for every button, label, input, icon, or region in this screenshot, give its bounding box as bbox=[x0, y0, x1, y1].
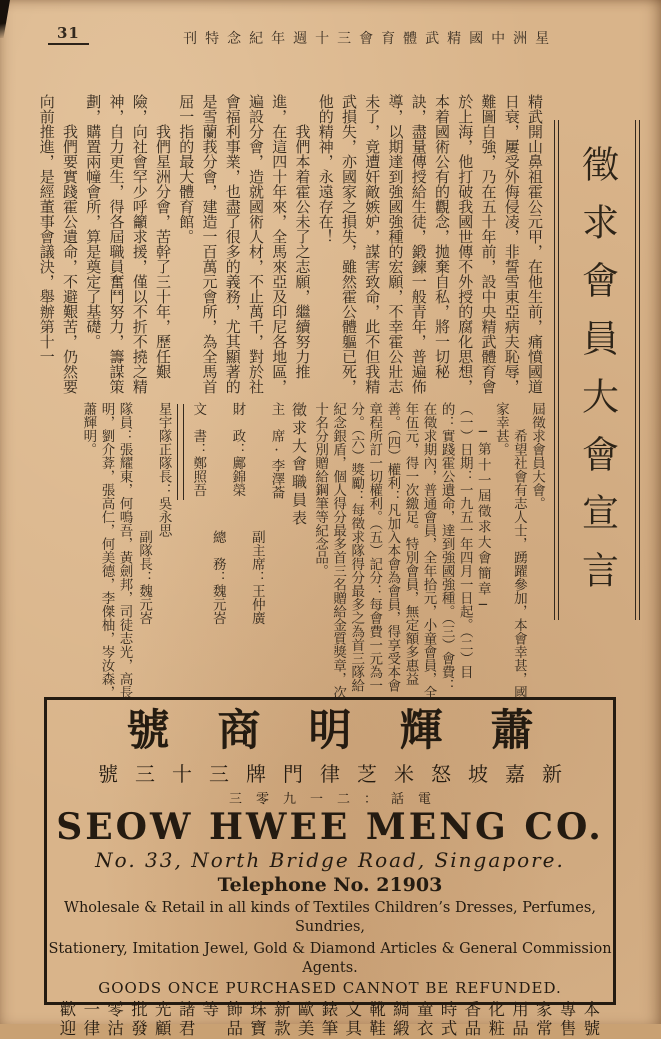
headline-rule-box bbox=[554, 120, 640, 620]
article-band-upper bbox=[30, 94, 546, 408]
ad-product-item: 本號 bbox=[583, 1000, 601, 1039]
ad-product-item: 等 bbox=[202, 1000, 220, 1020]
ad-description-line-2: Stationery, Imitation Jewel, Gold & Diamond Articles & General Commission Agents. bbox=[48, 940, 612, 976]
ad-product-item: 綢緞 bbox=[393, 1000, 410, 1039]
ad-product-item: 歡迎 bbox=[59, 1000, 77, 1039]
advertisement-seow-hwee-meng bbox=[44, 697, 616, 1039]
officer-chairman: 主 席·李澤菕 bbox=[268, 402, 285, 499]
ad-product-item: 錶筆 bbox=[321, 1000, 339, 1039]
ad-chinese-address: 號三十三牌門律芝米怒坡嘉新 bbox=[98, 762, 579, 787]
chapter-title: ─第十一屆徵求大會簡章─ bbox=[474, 423, 491, 615]
article-body bbox=[30, 78, 546, 699]
page-header bbox=[0, 22, 661, 62]
ad-english-company-name: SEOW HWEE MENG CO. bbox=[56, 806, 604, 849]
ad-product-item: 用品 bbox=[512, 1000, 529, 1039]
ad-product-item: 靴鞋 bbox=[369, 1000, 386, 1039]
ad-product-item: 文具 bbox=[345, 1000, 362, 1039]
ad-chinese-company-name: 號商明輝蕭 bbox=[126, 706, 582, 756]
ad-product-item: 珠寶 bbox=[250, 1000, 267, 1039]
masthead-title: 刊特念紀年週十三會育體武精國中洲星 bbox=[183, 31, 558, 47]
staff-section-divider bbox=[177, 404, 184, 500]
ad-product-item: 時式 bbox=[440, 1000, 458, 1039]
paragraph-continuation: 屆徵求會員大會。 bbox=[529, 402, 545, 510]
ad-english-address: No. 33, North Bridge Road, Singapore. bbox=[95, 848, 565, 873]
paragraph: 精武開山鼻祖霍公元甲，在他生前，痛憤國道日衰，屢受外侮侵凌，非誓雪東亞病夫恥辱，難圖自強，乃在五十年前，設中央精武體育會於上海，他打破我國世傳不外授的腐化思想，本着國術公有的觀念，拋棄自私，將一切秘訣，盡量傳授給生徒，鍛鍊一般青年，普遍佈導，以期達到強國強種的宏願，不幸霍公壯志未了，竟遭奸敵嫉妒，謀害致命，此不但我精武損失，亦國家之損失，雖然霍公體軀已死，他的精神，永遠存在！ bbox=[316, 94, 544, 394]
headline-inner-rule bbox=[558, 120, 636, 620]
article-declaration bbox=[30, 78, 640, 699]
team-members: 隊員：張耀東，何鳴吾，黃劍邦，司徒志光，高長明，劉介葊，張高仁，何美德，李傑柚，岑汝森，蕭輝明。 bbox=[80, 402, 133, 699]
staff-table-title: 徵求大會職員表 bbox=[289, 402, 308, 528]
ad-product-item: 批發 bbox=[131, 1000, 148, 1039]
ad-product-item: 新款 bbox=[274, 1000, 291, 1039]
ad-product-item: 飾品 bbox=[226, 1000, 243, 1039]
officer-secretary: 文 書：鄭照吾 bbox=[190, 402, 207, 497]
paragraph-appeal: 希望社會有志人士，踴躍參加，本會幸甚，國家幸甚。 bbox=[492, 402, 527, 699]
ad-product-item: 零沽 bbox=[107, 1000, 124, 1039]
ad-product-strip bbox=[47, 997, 613, 1039]
article-band-lower bbox=[30, 402, 546, 704]
team-captain: 星宇隊正隊長：吳永思 bbox=[155, 402, 172, 537]
ad-product-item: 化粧 bbox=[488, 1000, 505, 1039]
paragraph-rules: （一）日期：一九五一年四月一日起。（二）目的：實踐霍公遺命，達到強國強種。（三）會費：在徵求期內，普通會員，全年拾元，小童會員，全年伍元，得一次繳足。特別會員，無定額多惠益善。（四）權利：凡加入本會為會員，得享受本會章程所訂一切權利。（五）記分：每會費一元為一分。（六）獎勵：每徵求隊得分最多之為首三隊給紀念銀盾，個人得分最多首三名贈給金質獎章，次十名分別贈給鋼筆等紀念品。 bbox=[312, 402, 473, 699]
ad-product-item: 香品 bbox=[464, 1000, 482, 1039]
ad-description-line-1: Wholesale & Retail in all kinds of Textiles Children’s Dresses, Perfumes, Sundries, bbox=[64, 900, 596, 935]
ad-chinese-phone: 三零九一二：話電 bbox=[228, 792, 445, 808]
ad-product-item: 專售 bbox=[559, 1000, 577, 1039]
officer-vice-chairman: 副主席：王仲廣 bbox=[248, 530, 265, 625]
ad-product-item: 一律 bbox=[83, 1000, 101, 1039]
ad-refund-notice: GOODS ONCE PURCHASED CANNOT BE REFUNDED. bbox=[98, 979, 562, 998]
ad-product-item: 光顧 bbox=[155, 1000, 172, 1039]
team-vice-captain: 副隊長：魏元峇 bbox=[136, 530, 153, 625]
ad-english-phone: Telephone No. 21903 bbox=[217, 874, 443, 897]
officer-treasurer: 財 政：鄺錦榮 bbox=[229, 402, 246, 497]
paragraph: 我們星洲分會，苦幹了三十年，歷任艱險，向社會罕少呼籲求援，僅以不折不撓之精神，自力更生，得各屆職員奮鬥努力，籌謀策劃，購置兩幢會所，算是奠定了基礎。 bbox=[84, 94, 172, 394]
paragraph: 我們本着霍公未了之志願，繼續努力推進，在這四十年來，全馬來亞及印尼各地區，遍設分會，造就國術人材，不止萬千，對於社會福利事業，也盡了很多的義務，尤其顯著的是雪蘭莪分會，建造一百萬元會所，為全馬首屈一指的最大體育館。 bbox=[177, 94, 312, 394]
ad-product-item: 諸君 bbox=[178, 1000, 196, 1039]
article-headline: 徵求會員大會宣言 bbox=[575, 145, 619, 609]
ad-product-item: 童衣 bbox=[416, 1000, 434, 1039]
paragraph: 我們要實踐霍公遺命，不避艱苦，仍然要向前推進，是經董事會議決，舉辦第十一 bbox=[37, 94, 79, 394]
ad-product-item: 歐美 bbox=[297, 1000, 315, 1039]
officer-general-affairs: 總 務：魏元峇 bbox=[209, 530, 226, 625]
page-number: 31 bbox=[48, 24, 89, 45]
ad-product-item: 家常 bbox=[536, 1000, 553, 1039]
